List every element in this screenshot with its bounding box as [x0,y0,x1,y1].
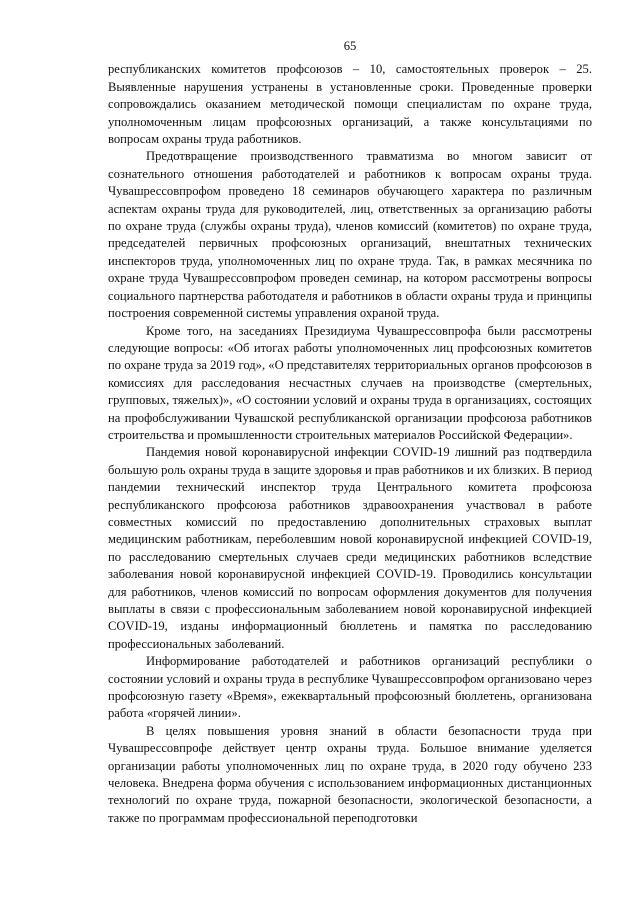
paragraph-training-center: В целях повышения уровня знаний в области безопасности труда при Чувашрессовпрофе действует центр охраны труда. Большое внимание уделяется организации работы уполномоченных лиц по охране труда, в 2020 году обучено 233 человека. Внедрена форма обучения с использованием информационных дистанционных технологий по охране труда, пожарной безопасности, экологической безопасности, а также по программам профессиональной переподготовки [108,723,592,825]
paragraph-inspections: республиканских комитетов профсоюзов – 10, самостоятельных проверок – 25. Выявленные нарушения устранены в установленные сроки. Проведенные проверки сопровождались оказанием методической помощи специалистам по охране труда, уполномоченным лицам профсоюзных организаций, а также консультациями по вопросам охраны труда работников. [108,62,592,147]
paragraph-covid-pandemic: Пандемия новой коронавирусной инфекции COVID-19 лишний раз подтвердила большую роль охраны труда в защите здоровья и прав работников и их близких. В период пандемии технический инспектор труда Центрального комитета профсоюза республиканского профсоюза работников здравоохранения участвовал в работе совместных комиссий по предоставлению дополнительных страховых выплат медицинским работникам, переболевшим новой коронавирусной инфекцией COVID-19, по расследованию смертельных случаев среди медицинских работников вследствие заболевания новой коронавирусной инфекцией COVID-19. Проводились консультации для работников, членов комиссий по вопросам оформления документов для получения выплаты в связи с профессиональным заболеванием новой коронавирусной инфекцией COVID-19, изданы информационный бюллетень и памятка по расследованию профессиональных заболеваний. [108,445,592,651]
document-page [108,38,592,827]
paragraph-informing: Информирование работодателей и работников организаций республики о состоянии условий и охраны труда в республике Чувашрессовпрофом организовано через профсоюзную газету «Время», ежеквартальный профсоюзный бюллетень, организована работа «горячей линии». [108,654,593,721]
paragraph-injury-prevention: Предотвращение производственного травматизма во многом зависит от сознательного отношения работодателей и работников к вопросам охраны труда. Чувашрессовпрофом проведено 18 семинаров обучающего характера по различным аспектам охраны труда для руководителей, лиц, ответственных за организацию работы по охране труда (службы охраны труда), членов комиссий (комитетов) по охране труда, председателей первичных профсоюзных организаций, внештатных технических инспекторов труда, уполномоченных лиц по охране труда. Так, в рамках месячника по охране труда Чувашрессовпрофом проведен семинар, на котором рассмотрены вопросы социального партнерства работодателя и работников в области охраны труда и принципы построения современной системы управления охраной труда. [108,149,592,321]
page-number: 65 [343,39,357,53]
paragraph-presidium-questions: Кроме того, на заседаниях Президиума Чувашрессовпрофа были рассмотрены следующие вопросы: «Об итогах работы уполномоченных лиц профсоюзных комитетов по охране труда за 2019 год», «О представителях территориальных органов профсоюзов в комиссиях для расследования несчастных случаев на производстве (смертельных, групповых, тяжелых)», «О состоянии условий и охраны труда в организациях, состоящих на профобслуживании Чувашской республиканской организации профсоюза работников строительства и промышленности строительных материалов Российской Федерации». [108,323,592,442]
